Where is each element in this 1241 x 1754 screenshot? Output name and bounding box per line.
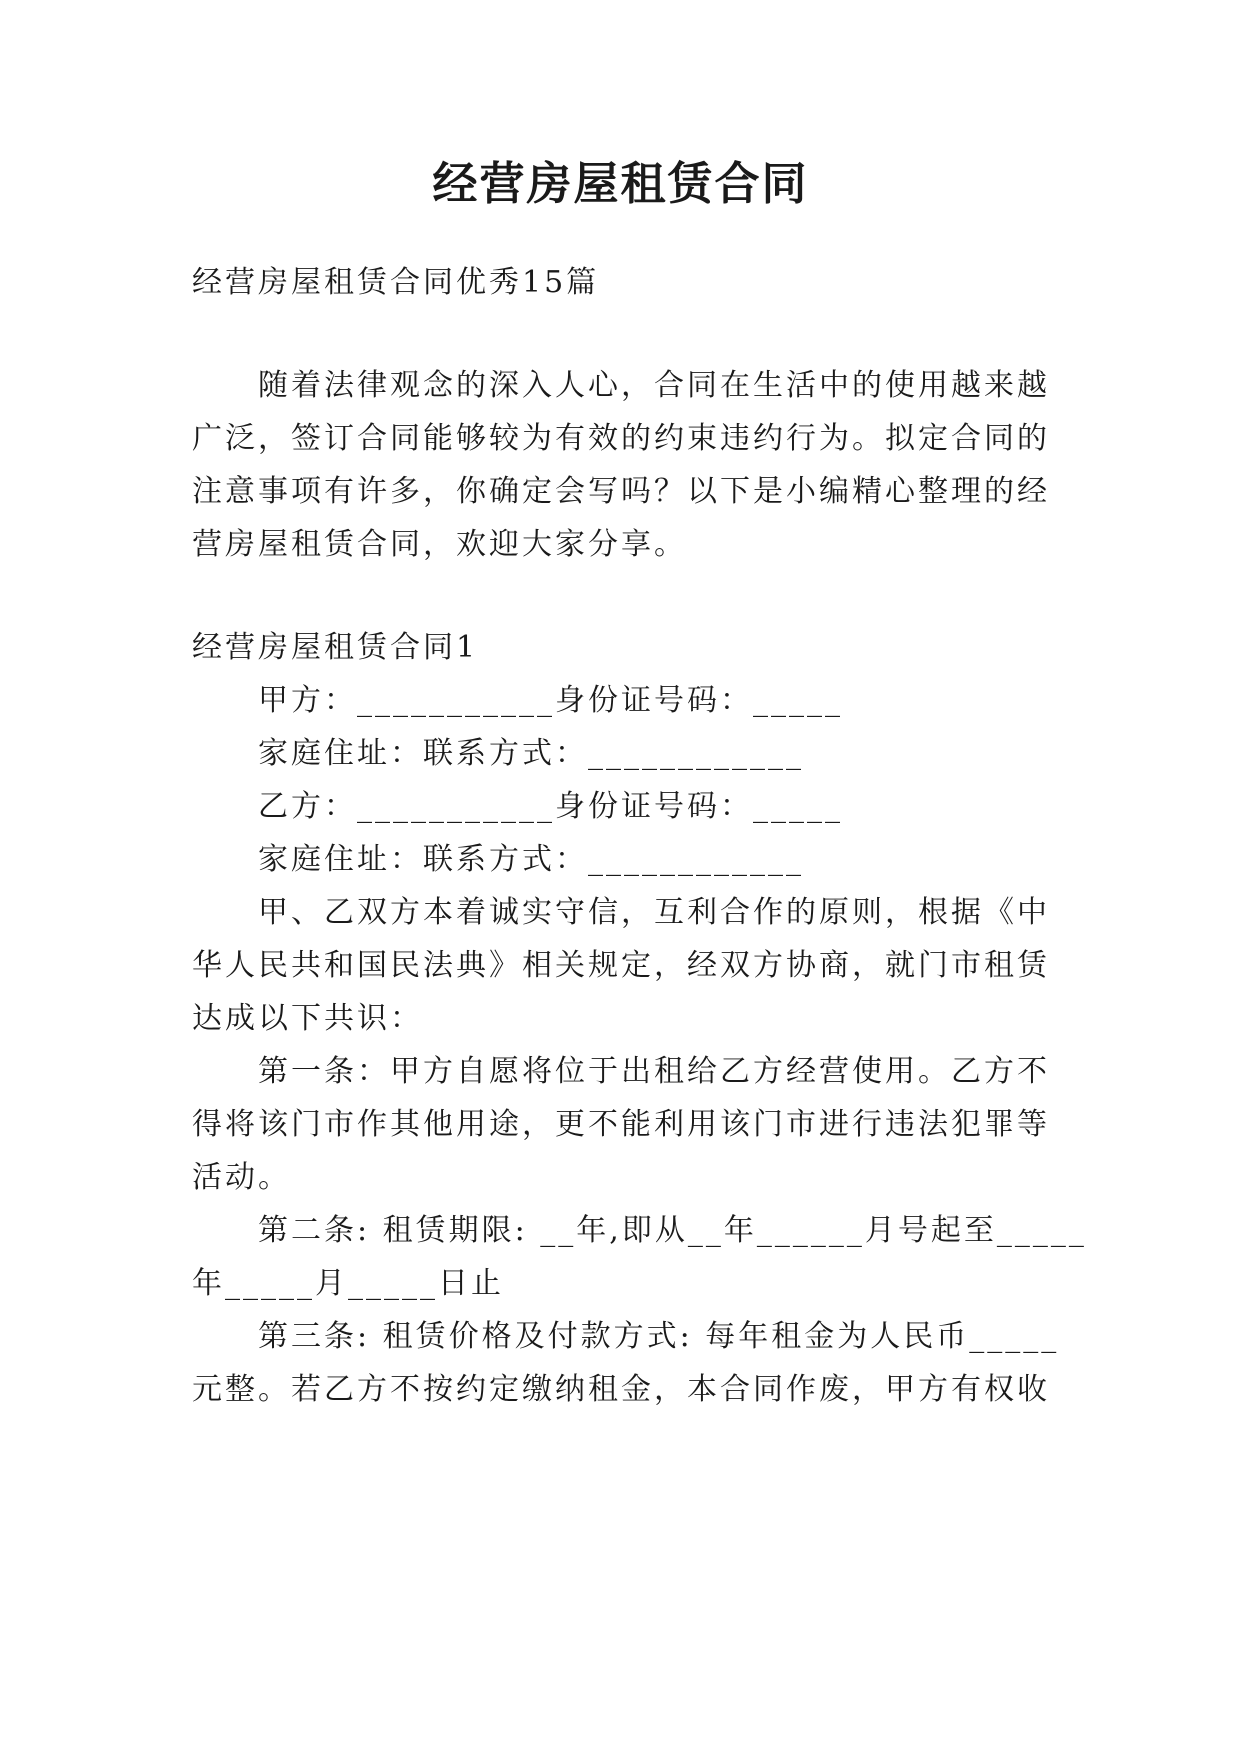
article2-line-1: 第二条: 租赁期限: __年,即从__年______月号起至_____: [258, 1213, 1087, 1248]
party-a-line: 甲方：___________身份证号码：_____: [258, 683, 843, 718]
document-subtitle: 经营房屋租赁合同优秀15篇: [192, 265, 600, 300]
article1-line-1: 第一条：甲方自愿将位于出租给乙方经营使用。乙方不: [258, 1054, 1050, 1089]
party-b-address-line: 家庭住址：联系方式：____________: [258, 842, 804, 877]
article3-line-2: 元整。若乙方不按约定缴纳租金，本合同作废，甲方有权收: [192, 1372, 1050, 1407]
article3-line-1: 第三条: 租赁价格及付款方式: 每年租金为人民币_____: [258, 1319, 1060, 1354]
intro-line-3: 注意事项有许多，你确定会写吗？以下是小编精心整理的经: [192, 474, 1050, 509]
intro-line-4: 营房屋租赁合同，欢迎大家分享。: [192, 527, 687, 562]
intro-line-2: 广泛，签订合同能够较为有效的约束违约行为。拟定合同的: [192, 421, 1050, 456]
article1-line-2: 得将该门市作其他用途，更不能利用该门市进行违法犯罪等: [192, 1107, 1050, 1142]
preamble-line-1: 甲、乙双方本着诚实守信，互利合作的原则，根据《中: [258, 895, 1050, 930]
party-a-address-line: 家庭住址：联系方式：____________: [258, 736, 804, 771]
section-heading: 经营房屋租赁合同1: [192, 630, 479, 665]
preamble-line-2: 华人民共和国民法典》相关规定，经双方协商，就门市租赁: [192, 948, 1050, 983]
article1-line-3: 活动。: [192, 1160, 291, 1195]
party-b-line: 乙方：___________身份证号码：_____: [258, 789, 843, 824]
document-title: 经营房屋租赁合同: [432, 157, 809, 210]
preamble-line-3: 达成以下共识：: [192, 1001, 423, 1036]
article2-line-2: 年_____月_____日止: [192, 1266, 504, 1301]
intro-line-1: 随着法律观念的深入人心，合同在生活中的使用越来越: [258, 368, 1050, 403]
